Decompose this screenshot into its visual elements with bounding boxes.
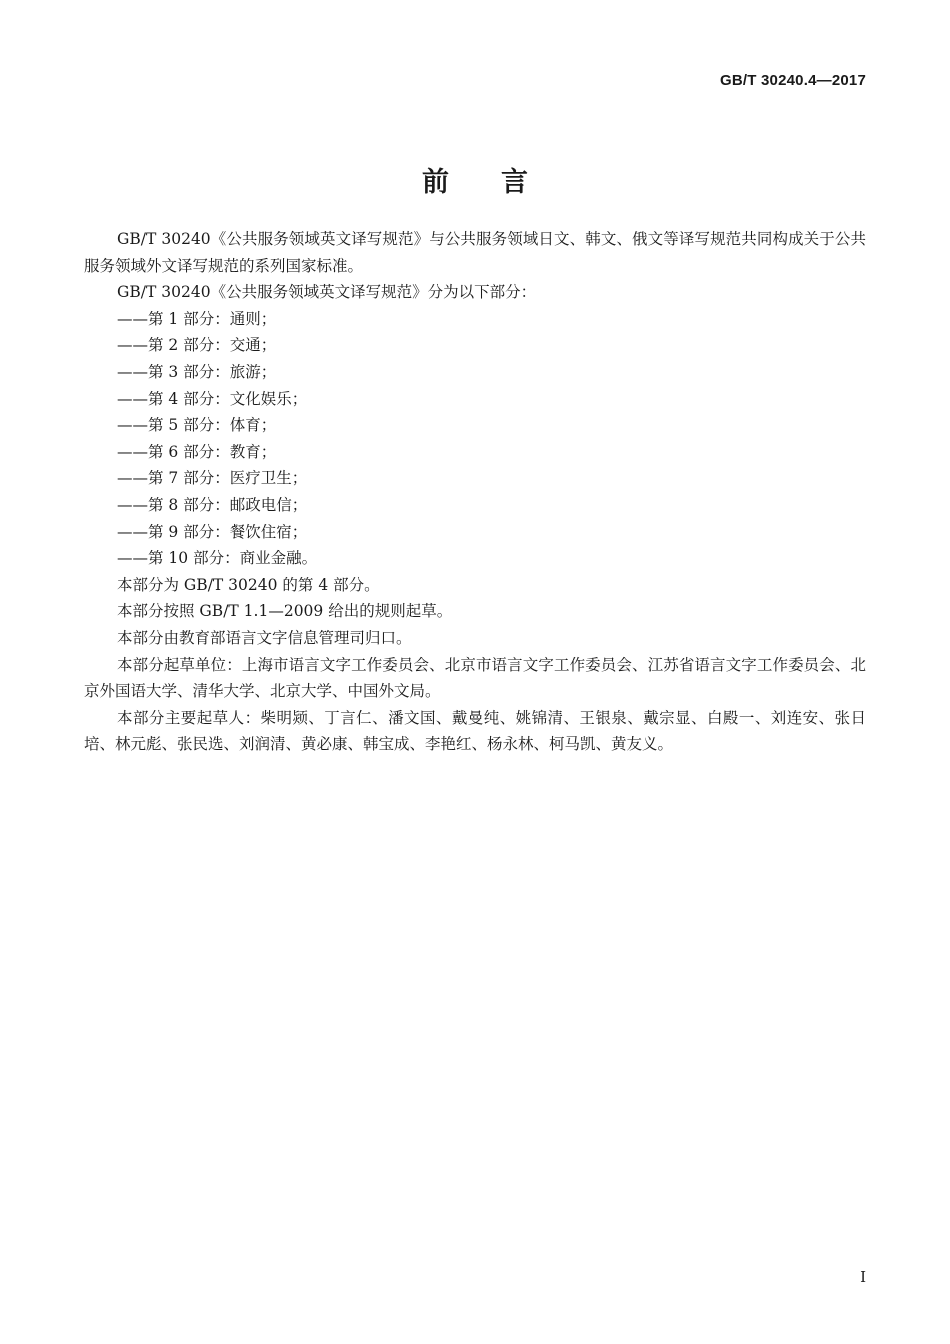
list-item-part-7: ——第 7 部分：医疗卫生；: [117, 469, 308, 488]
parts-intro-paragraph: GB/T 30240《公共服务领域英文译写规范》分为以下部分：: [117, 283, 537, 302]
list-item-part-1: ——第 1 部分：通则；: [117, 309, 277, 328]
list-item-part-10: ——第 10 部分：商业金融。: [117, 549, 318, 568]
intro-paragraph: GB/T 30240《公共服务领域英文译写规范》与公共服务领域日文、韩文、俄文等译写规范共同构成关于公共服务领域外文译写规范的系列国家标准。: [84, 230, 866, 275]
list-item-part-5: ——第 5 部分：体育；: [117, 416, 277, 435]
drafting-units-paragraph: 本部分起草单位：上海市语言文字工作委员会、北京市语言文字工作委员会、江苏省语言文字工作委员会、北京外国语大学、清华大学、北京大学、中国外文局。: [84, 655, 866, 701]
page-number: I: [860, 1268, 866, 1286]
list-item-part-4: ——第 4 部分：文化娱乐；: [117, 389, 308, 408]
drafting-rules-paragraph: 本部分按照 GB/T 1.1—2009 给出的规则起草。: [117, 602, 453, 621]
proposed-by-paragraph: 本部分由教育部语言文字信息管理司归口。: [117, 628, 412, 647]
list-item-part-6: ——第 6 部分：教育；: [117, 442, 277, 461]
drafters-paragraph: 本部分主要起草人：柴明颎、丁言仁、潘文国、戴曼纯、姚锦清、王银泉、戴宗显、白殿一、刘连安、张日培、林元彪、张民选、刘润清、黄必康、韩宝成、李艳红、杨永林、柯马凯、黄友义。: [84, 708, 866, 754]
foreword-body: [84, 226, 866, 758]
list-item-part-8: ——第 8 部分：邮政电信；: [117, 495, 308, 514]
standard-code: GB/T 30240.4—2017: [720, 72, 866, 89]
this-part-paragraph: 本部分为 GB/T 30240 的第 4 部分。: [117, 575, 380, 594]
page-title: 前言: [422, 167, 580, 198]
list-item-part-2: ——第 2 部分：交通；: [117, 336, 277, 355]
list-item-part-3: ——第 3 部分：旅游；: [117, 362, 277, 381]
list-item-part-9: ——第 9 部分：餐饮住宿；: [117, 522, 308, 541]
